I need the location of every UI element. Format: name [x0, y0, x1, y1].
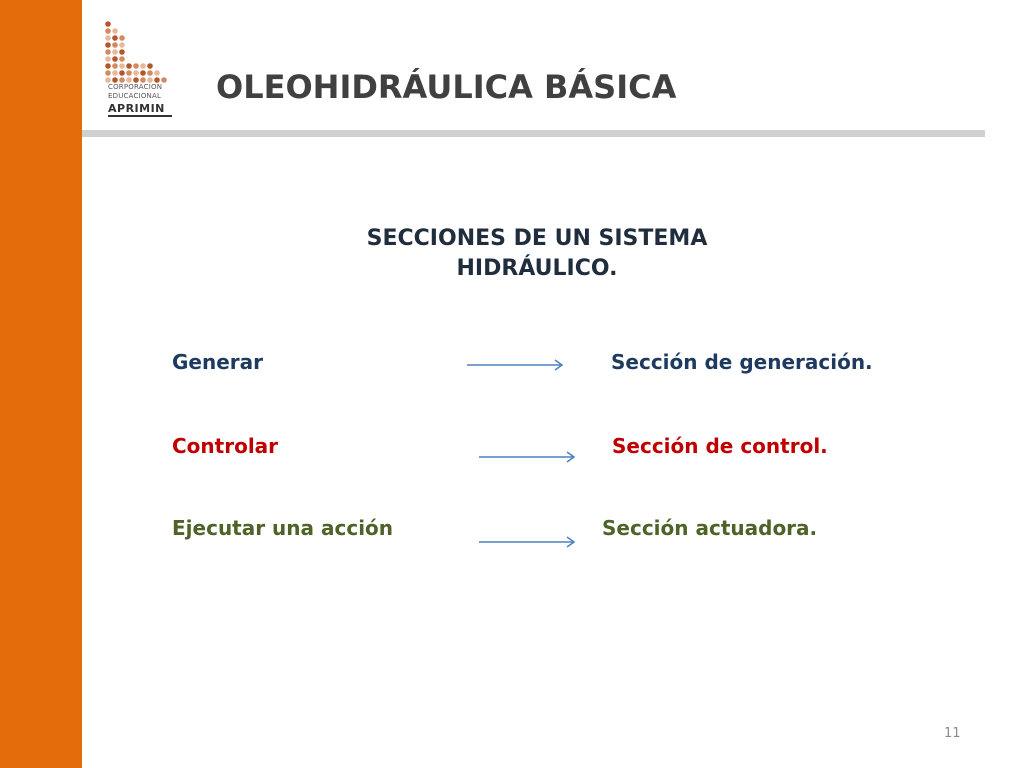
logo-dot — [105, 70, 111, 76]
logo-dot — [112, 28, 118, 34]
logo-dot — [154, 77, 160, 83]
logo-underline — [108, 115, 172, 117]
logo-line-1: CORPORACION — [108, 83, 163, 91]
logo-dot — [112, 77, 118, 83]
logo-dot — [147, 77, 153, 83]
row-result-generacion: Sección de generación. — [611, 350, 873, 374]
logo-dot — [133, 63, 139, 69]
logo-dot — [105, 35, 111, 41]
logo-line-3: APRIMIN — [108, 102, 165, 115]
logo-dot — [119, 49, 125, 55]
logo-dot — [140, 63, 146, 69]
aprimin-logo — [104, 20, 176, 120]
logo-dot — [119, 42, 125, 48]
logo-dot — [133, 77, 139, 83]
section-heading — [287, 224, 787, 284]
arrow-right-icon — [478, 450, 578, 464]
logo-dot — [105, 63, 111, 69]
logo-dot — [112, 49, 118, 55]
logo-dot — [126, 77, 132, 83]
arrow-right-icon — [466, 358, 566, 372]
logo-dots-icon — [104, 20, 176, 84]
section-heading-line-2: HIDRÁULICO. — [456, 256, 618, 281]
row-result-actuadora: Sección actuadora. — [602, 516, 818, 540]
logo-dot — [140, 77, 146, 83]
logo-dot — [147, 70, 153, 76]
logo-dot — [119, 56, 125, 62]
logo-dot — [105, 77, 111, 83]
row-label-ejecutar: Ejecutar una acción — [172, 516, 394, 540]
logo-dot — [105, 56, 111, 62]
side-accent-bar — [0, 0, 82, 768]
section-heading-line-1: SECCIONES DE UN SISTEMA — [366, 226, 708, 251]
logo-line-2: EDUCACIONAL — [108, 92, 162, 100]
logo-dot — [105, 21, 111, 27]
logo-dot — [112, 70, 118, 76]
title-divider — [82, 130, 985, 137]
logo-dot — [119, 63, 125, 69]
logo-dot — [119, 77, 125, 83]
logo-dot — [126, 70, 132, 76]
logo-dot — [105, 49, 111, 55]
row-label-generar: Generar — [172, 350, 264, 374]
logo-dot — [105, 28, 111, 34]
page-number: 11 — [944, 726, 961, 741]
logo-dot — [112, 42, 118, 48]
logo-dot — [133, 70, 139, 76]
logo-dot — [119, 35, 125, 41]
logo-dot — [161, 77, 167, 83]
logo-dot — [147, 63, 153, 69]
slide-title: OLEOHIDRÁULICA BÁSICA — [216, 68, 677, 106]
logo-dot — [112, 63, 118, 69]
logo-dot — [126, 63, 132, 69]
logo-dot — [112, 35, 118, 41]
logo-dot — [105, 42, 111, 48]
logo-dot — [154, 70, 160, 76]
logo-dot — [119, 70, 125, 76]
row-result-control: Sección de control. — [612, 434, 828, 458]
arrow-right-icon — [478, 535, 578, 549]
row-label-controlar: Controlar — [172, 434, 279, 458]
logo-dot — [112, 56, 118, 62]
logo-dot — [140, 70, 146, 76]
